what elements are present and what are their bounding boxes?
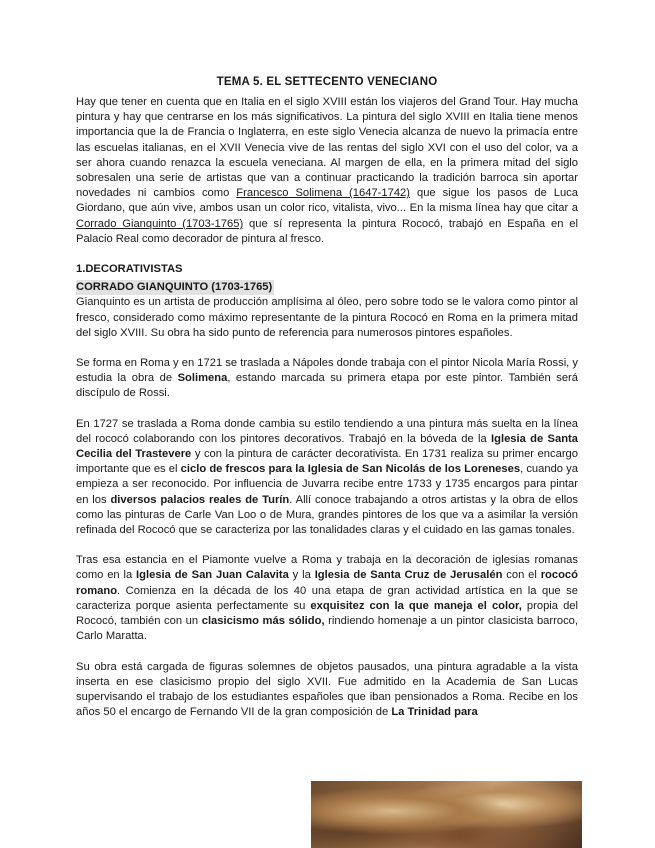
p3-bold-2: ciclo de frescos para la Iglesia de San Nicolás de los Loreneses [180,463,521,476]
p4-bold-3: rococó romano [76,569,578,597]
intro-paragraph [76,95,578,247]
paragraph-2 [76,356,578,402]
p4-text-3: con el [502,569,541,582]
p2-text-2: , estando marcada su primera etapa por este pintor. También será discípulo de Rossi. [76,372,578,400]
p2-bold-1: Solimena [177,372,228,385]
paragraph-3 [76,417,578,539]
p3-bold-3: diversos palacios reales de Turín [110,493,290,506]
p3-text-2: y con la pintura de carácter decorativista. En 1731 realiza su primer encargo importante que es el [76,448,578,476]
p3-text-3: , cuando ya empieza a ser reconocido. Por influencia de Juvarra recibe entre 1733 y 1735 encargos para pintar en los [76,463,578,506]
p4-bold-4: exquisitez con la que maneja el color, [310,599,522,612]
p4-text-5: propia del Rococó, también con un [76,599,579,628]
p4-text-6: rindiendo homenaje a un pintor clasicista barroco, Carlo Maratta. [76,615,579,643]
paragraph-4 [76,553,578,644]
p5-text-1: Su obra está cargada de figuras solemnes de objetos pausados, una pintura agradable a la vista inserta en ese clasicismo propio del siglo XVII. Fue admitido en la Academia de San Lucas supervisando el trabajo de los estudiantes españoles que iban pensionados a Roma. Recibe en los años 50 el encargo de Fernando VII de la gran composición de [76,660,578,719]
p4-bold-1: Iglesia de San Juan Calavita [136,569,289,582]
p4-text-4: . Comienza en la década de los 40 una etapa de gran actividad artística en la que se caracteriza porque asienta perfectamente su [76,584,578,612]
paragraph-5 [76,660,578,721]
p3-text-1: En 1727 se traslada a Roma donde cambia su estilo tendiendo a una pintura más suelta en la línea del rococó colaborando con los pintores decorativos. Trabajó en la bóveda de la [76,417,578,445]
document-page [76,75,578,720]
intro-text-3: que sí representa la pintura Rococó, trabajó en España en el Palacio Real como decorador de pintura al fresco. [76,217,578,245]
p3-bold-1: Iglesia de Santa Cecilia del Trastevere [76,432,578,461]
solimena-link[interactable]: Francesco Solimena (1647-1742) [236,187,411,200]
p4-text-2: y la [288,569,315,582]
document-title: TEMA 5. EL SETTECENTO VENECIANO [216,76,438,88]
intro-text-2: que sigue los pasos de Luca Giordano, que aún vive, ambos usan un color rico, vitalista, vivo... En la misma línea hay que citar a [76,187,578,215]
p5-bold-1: La Trinidad para [391,706,478,719]
gianquinto-link[interactable]: Corrado Gianquinto (1703-1765) [76,217,244,230]
artist-heading: CORRADO GIANQUINTO (1703-1765) [76,280,274,295]
section-heading: 1.DECORATIVISTAS [76,263,183,276]
p4-bold-2: Iglesia de Santa Cruz de Jerusalén [314,569,503,582]
intro-text-1: Hay que tener en cuenta que en Italia en el siglo XVIII están los viajeros del Grand Tour. Hay mucha pintura y hay que centrarse en los más significativos. La pintura del siglo XVIII en Italia tiene menos importancia que la de Francia o Inglaterra, en este siglo Venecia alcanza de nuevo la primacía entre las escuelas italianas, en el XVII Venecia vive de las rentas del siglo XVI con el uso del color, va a ser ahora cuando renazca la escuela veneciana. Al margen de ella, en la primera mitad del siglo sobresalen una serie de artistas que van a continuar practicando la tradición barroca sin aportar novedades ni cambios como [76,96,578,200]
p2-text-1: Se forma en Roma y en 1721 se traslada a Nápoles donde trabaja con el pintor Nicola María Rossi, y estudia la obra de [76,357,578,385]
paragraph-1: Gianquinto es un artista de producción amplísima al óleo, pero sobre todo se le valora como pintor al fresco, considerado como máximo representante de la pintura Rococó en Roma en la primera mitad del siglo XVIII. Su obra ha sido punto de referencia para numerosos pintores españoles. [76,296,578,339]
p4-bold-5: clasicismo más sólido, [201,615,325,628]
painting-image [311,781,582,848]
p3-text-4: . Allí conoce trabajando a otros artistas y la obra de ellos como las pinturas de Carle Van Loo o de Mura, grandes pintores de los que va a asimilar la versión refinada del Rococó que se caracteriza por las tonalidades claras y el cuidado en las gamas tonales. [76,493,578,537]
p4-text-1: Tras esa estancia en el Piamonte vuelve a Roma y trabaja en la decoración de iglesias romanas como en la [76,554,578,582]
